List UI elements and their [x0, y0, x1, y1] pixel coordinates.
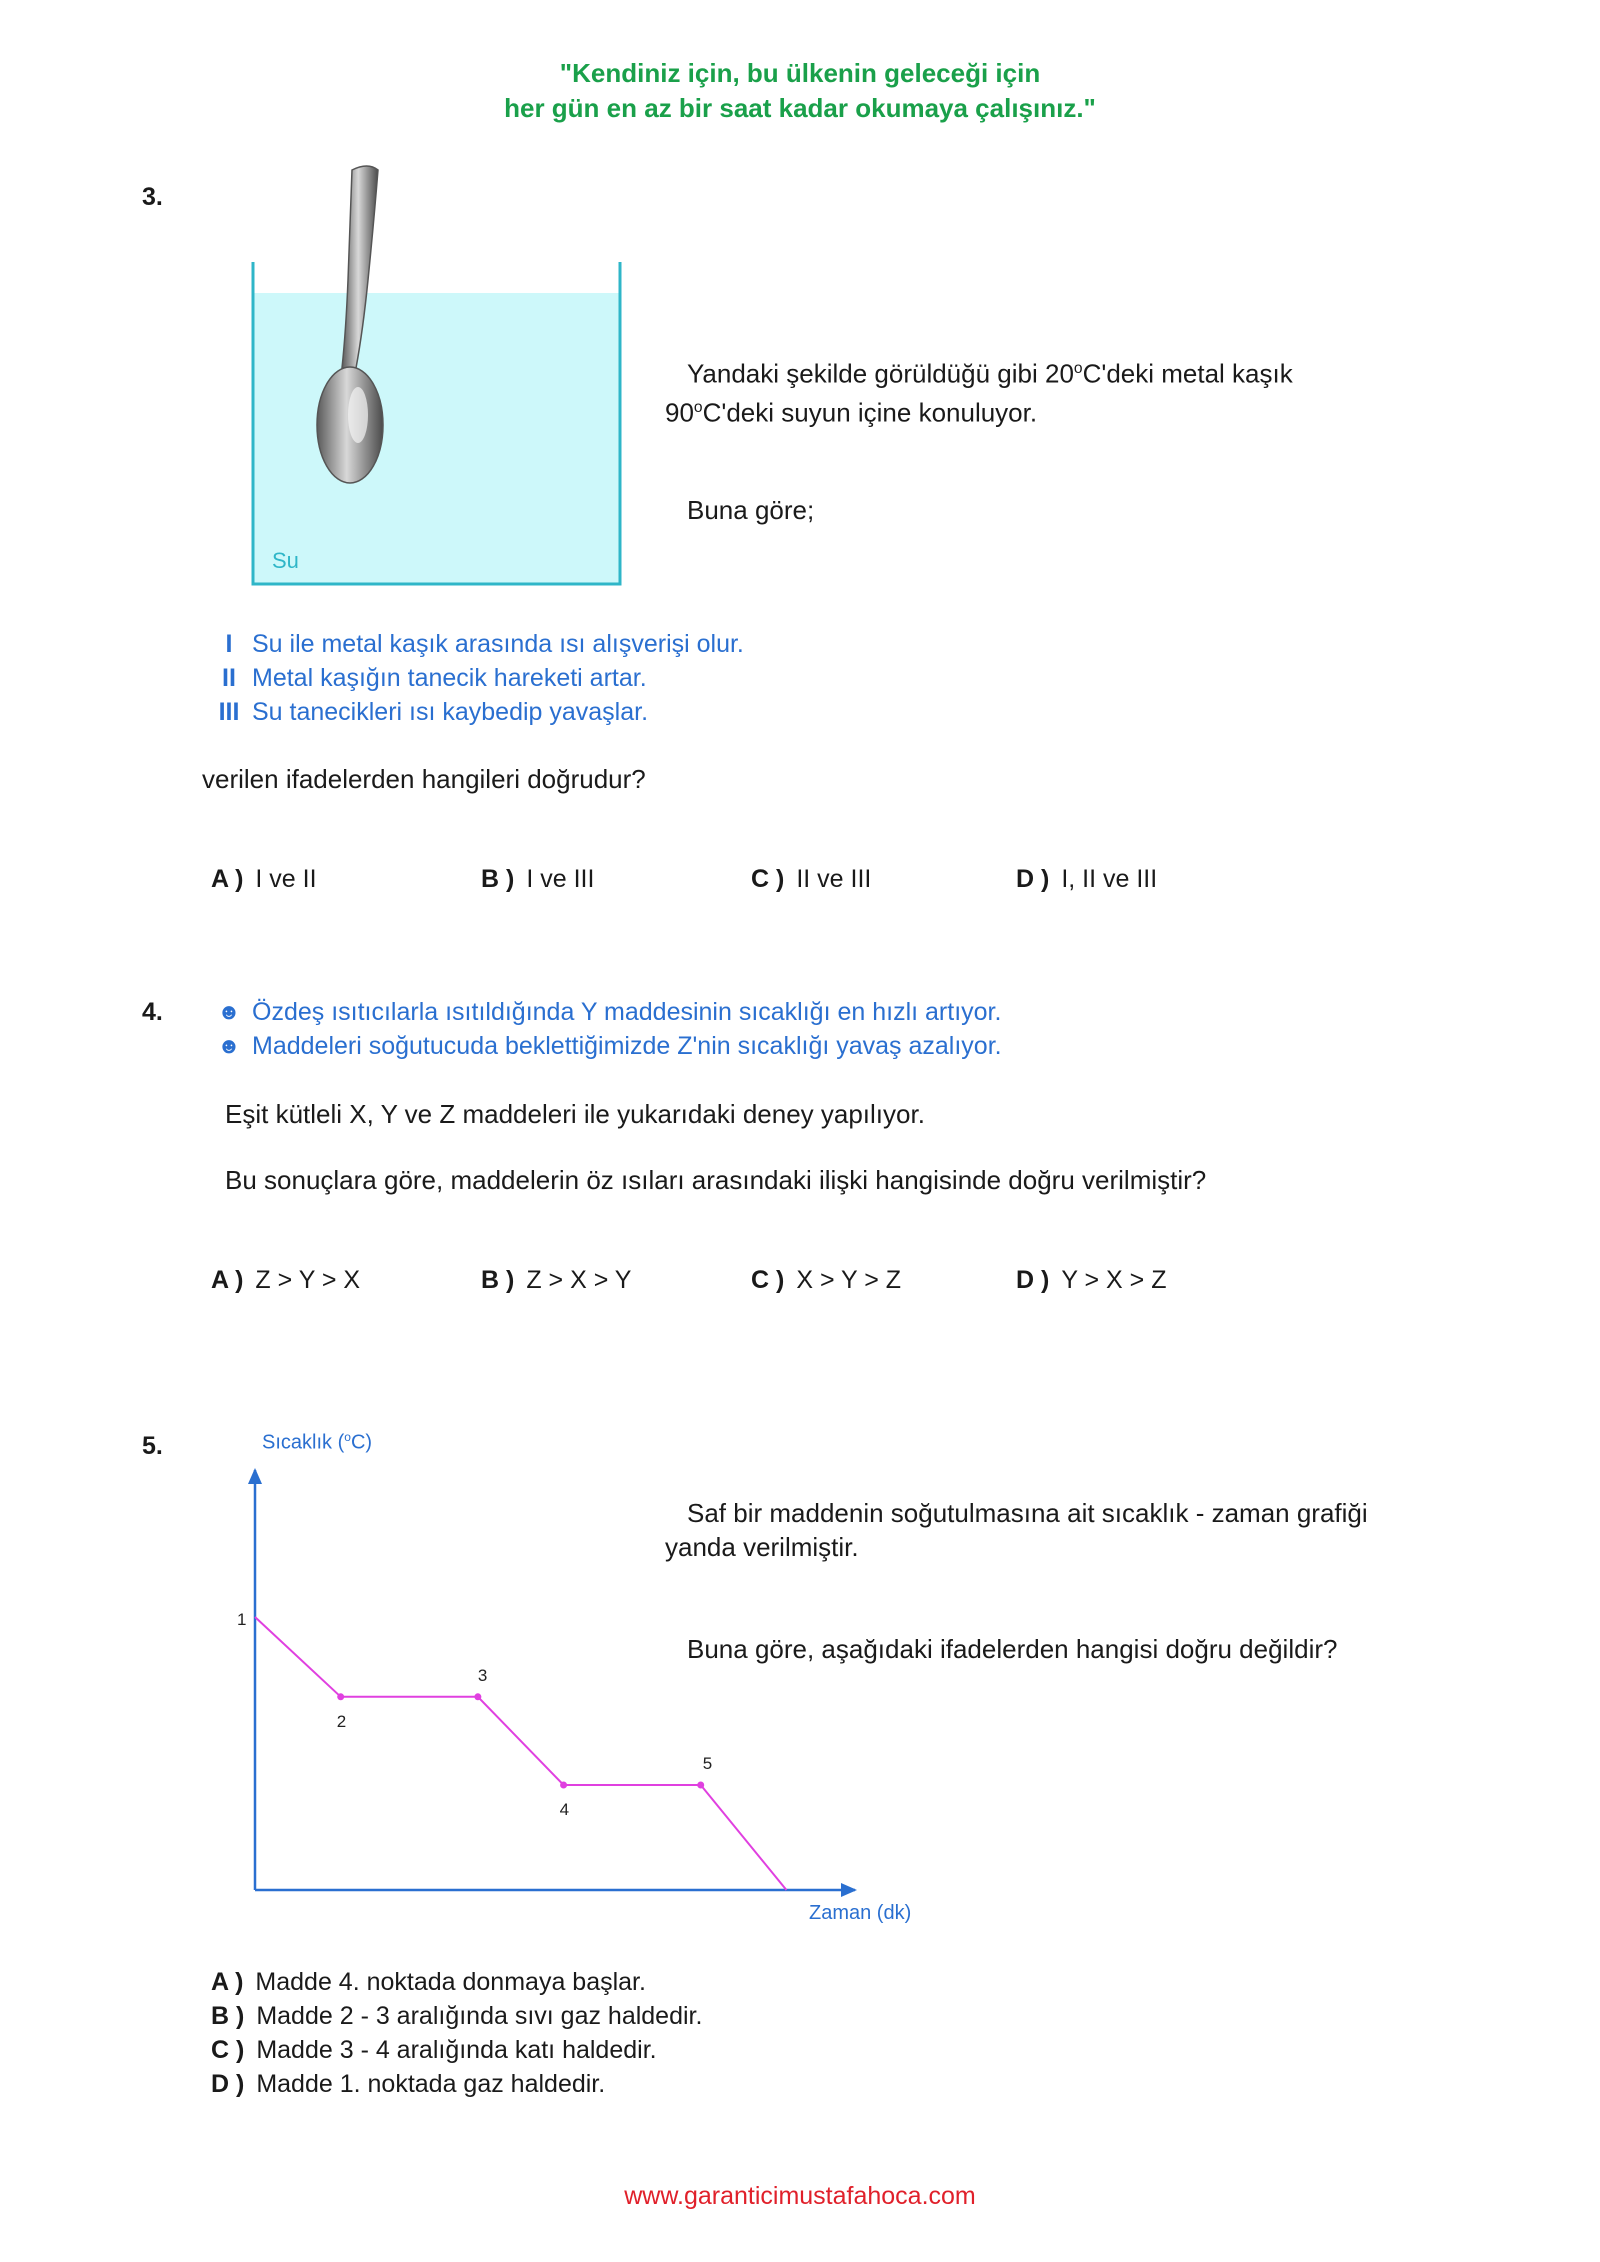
- question-5-number: 5.: [142, 1432, 163, 1460]
- chart-x-label: Zaman (dk): [809, 1902, 912, 1924]
- chart-x-axis-arrow: [841, 1883, 857, 1897]
- q4-question: Bu sonuçlara göre, maddelerin öz ısıları arasındaki ilişki hangisinde doğru verilmiştir?: [225, 1165, 1207, 1195]
- q5-option-a[interactable]: A ) Madde 4. noktada donmaya başlar.: [211, 1968, 646, 1996]
- q4-setup: Eşit kütleli X, Y ve Z maddeleri ile yukarıdaki deney yapılıyor.: [225, 1099, 925, 1129]
- q3-statements: [206, 627, 744, 729]
- q4-bullet-2: ☻ Maddeleri soğutucuda beklettiğimizde Z'nin sıcaklığı yavaş azalıyor.: [206, 1029, 1002, 1063]
- q4-option-b[interactable]: B ) Z > X > Y: [481, 1266, 632, 1294]
- q4-option-a[interactable]: A ) Z > Y > X: [211, 1266, 361, 1294]
- chart-point-label-1: 1: [237, 1610, 247, 1629]
- q3-option-b[interactable]: B ) I ve III: [481, 865, 595, 893]
- q3-option-d[interactable]: D ) I, II ve III: [1016, 865, 1158, 893]
- chart-point-label-3: 3: [477, 1665, 488, 1685]
- smiley-icon: ☻: [217, 999, 241, 1024]
- statement-ii: II Metal kaşığın tanecik hareketi artar.: [222, 664, 647, 692]
- q4-option-c[interactable]: C ) X > Y > Z: [751, 1266, 902, 1294]
- statement-iii: III Su tanecikleri ısı kaybedip yavaşlar.: [218, 698, 649, 726]
- statement-i: I Su ile metal kaşık arasında ısı alışverişi olur.: [225, 630, 744, 658]
- q5-option-c[interactable]: C ) Madde 3 - 4 aralığında katı haldedir.: [211, 2036, 657, 2064]
- q3-lead: Buna göre;: [687, 495, 815, 525]
- q3-option-a[interactable]: A ) I ve II: [211, 865, 317, 893]
- smiley-icon: ☻: [217, 1033, 241, 1058]
- chart-point-4: [560, 1782, 567, 1789]
- q4-bullet-1: ☻ Özdeş ısıtıcılarla ısıtıldığında Y maddesinin sıcaklığı en hızlı artıyor.: [206, 995, 1002, 1029]
- chart-point-5: [697, 1782, 704, 1789]
- water-fill: [253, 293, 620, 583]
- chart-point-label-4: 4: [559, 1800, 570, 1819]
- chart-y-axis-arrow: [248, 1468, 262, 1484]
- water-label: Su: [272, 548, 299, 573]
- q3-question: verilen ifadelerden hangileri doğrudur?: [202, 764, 646, 794]
- beaker-figure: [250, 160, 625, 592]
- chart-point-label-5: 5: [702, 1754, 713, 1773]
- question-3-number: 3.: [142, 183, 163, 211]
- q4-option-d[interactable]: D ) Y > X > Z: [1016, 1266, 1167, 1294]
- q5-options: [211, 1965, 702, 2101]
- question-4-number: 4.: [142, 998, 163, 1026]
- q5-option-b[interactable]: B ) Madde 2 - 3 aralığında sıvı gaz haldedir.: [211, 2002, 703, 2030]
- motto-line-2: her gün en az bir saat kadar okumaya çalışınız.": [504, 93, 1096, 123]
- q5-option-d[interactable]: D ) Madde 1. noktada gaz haldedir.: [211, 2070, 606, 2098]
- chart-point-3: [474, 1693, 481, 1700]
- chart-point-label-2: 2: [336, 1711, 347, 1731]
- beaker-spoon-illustration: [250, 160, 625, 592]
- q3-description-line-2: 90$^o$C'deki suyun içine konuluyor.: [665, 397, 1038, 428]
- chart-points: [237, 1610, 712, 1819]
- q3-description-line-1: Yandaki şekilde görüldüğü gibi 20$^o$C'deki metal kaşık: [687, 358, 1293, 389]
- motto-line-1: "Kendiniz için, bu ülkenin geleceği için: [559, 58, 1041, 88]
- q5-description-line-1: Saf bir maddenin soğutulmasına ait sıcaklık - zaman grafiği: [687, 1498, 1368, 1528]
- q4-bullets: [206, 995, 1002, 1063]
- chart-point-2: [337, 1693, 344, 1700]
- q5-description-line-2: yanda verilmiştir.: [665, 1532, 859, 1562]
- q5-question: Buna göre, aşağıdaki ifadelerden hangisi doğru değildir?: [687, 1634, 1338, 1664]
- chart-y-label: Sıcaklık ($^o$C): [262, 1430, 373, 1454]
- q3-option-c[interactable]: C ) II ve III: [751, 865, 872, 893]
- footer-website[interactable]: www.garanticimustafahoca.com: [624, 2182, 976, 2210]
